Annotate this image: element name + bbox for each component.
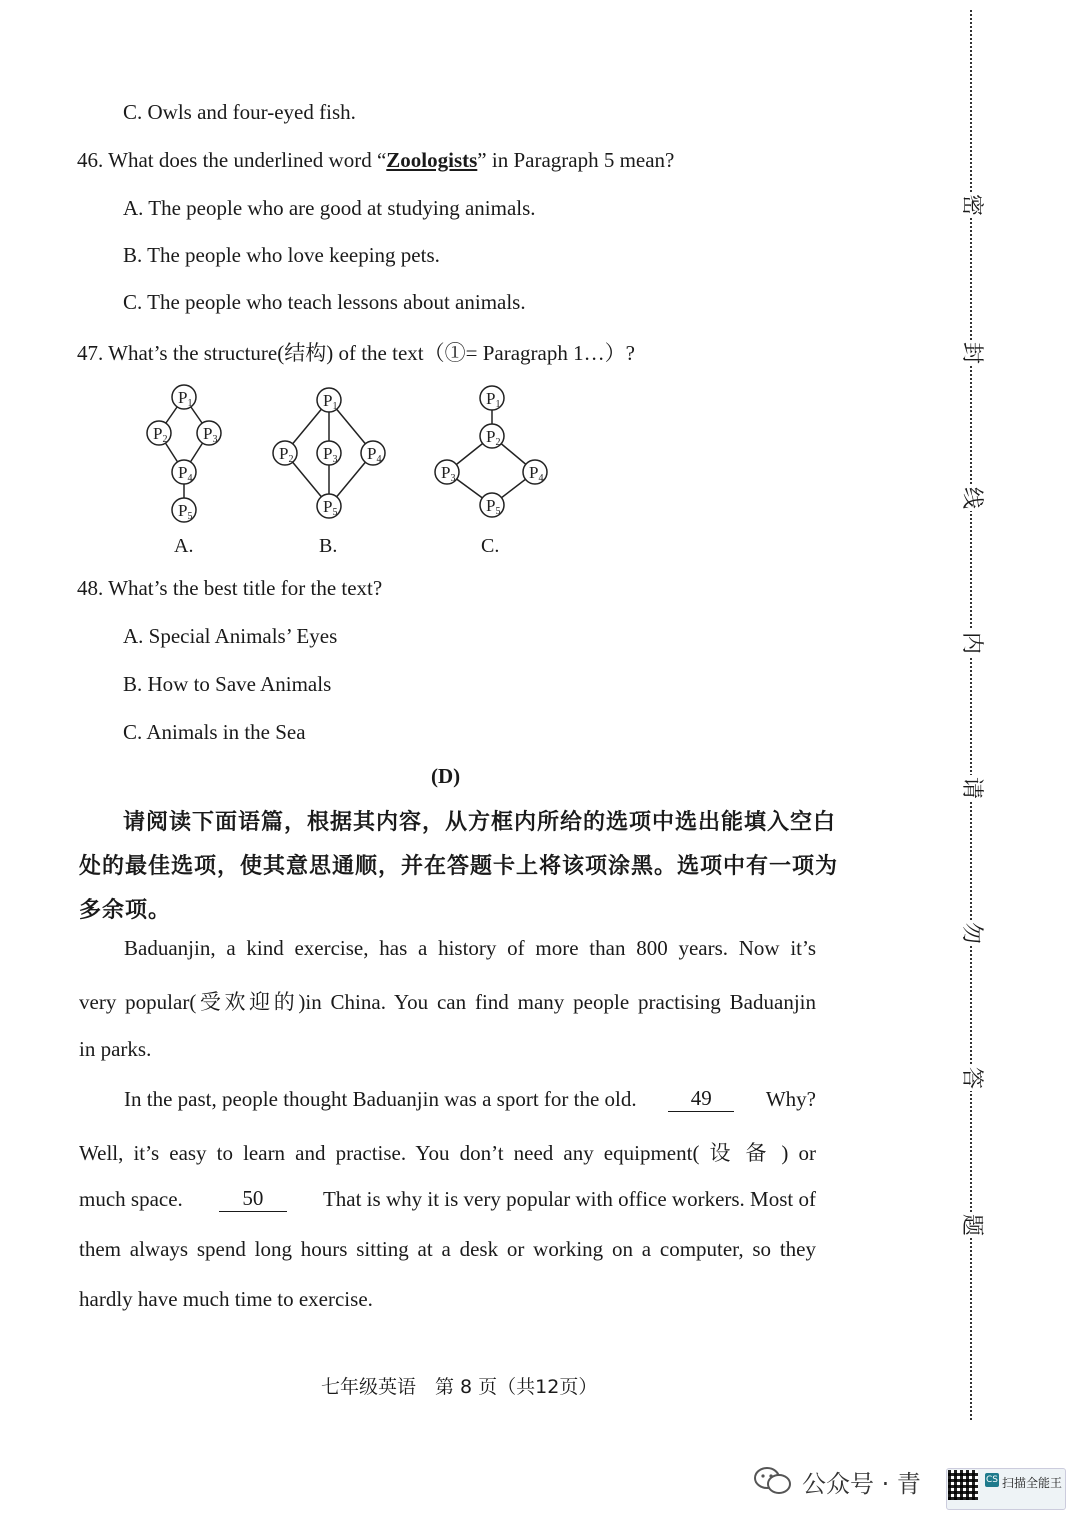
q46-option-c: C. The people who teach lessons about animals. [123,290,526,314]
svg-text:P4: P4 [367,444,382,465]
node-p3 [197,421,221,445]
q48-option-b: B. How to Save Animals [123,672,332,696]
passage-p2-line5: hardly have much time to exercise. [79,1287,373,1311]
q46-option-a: A. The people who are good at studying animals. [123,196,536,220]
svg-text:P5: P5 [486,496,501,517]
watermark-text: 公众号 · 青 [802,1470,921,1498]
passage-p1-line2: very popular(受欢迎的)in China. You can find many people practising Baduanjin [79,990,816,1014]
q45-option-c: C. Owls and four-eyed fish. [123,100,356,124]
node-p4 [361,441,385,465]
svg-text:P2: P2 [153,424,168,445]
node-p5 [317,494,341,518]
structure-diagram-a [140,380,230,525]
binding-char-1: 密 [959,193,984,216]
node-p2 [480,424,504,448]
svg-text:P5: P5 [323,497,338,518]
passage-p2-line3: much space. 50 That is why it is very popular with office workers. Most of [79,1186,816,1211]
binding-char-5: 请 [959,776,984,799]
svg-text:P1: P1 [178,388,193,409]
svg-text:P4: P4 [178,463,193,484]
q48-option-c: C. Animals in the Sea [123,720,306,744]
qr-code-icon [948,1470,978,1500]
node-p1 [480,386,504,410]
binding-dotted-line [970,10,972,1420]
diagram-b-label: B. [319,535,338,557]
q48-option-a: A. Special Animals’ Eyes [123,624,338,648]
diagram-c-label: C. [481,535,500,557]
blank-50: 50 [219,1187,287,1212]
passage-p1-line1: Baduanjin, a kind exercise, has a history of more than 800 years. Now it’s [124,936,816,960]
svg-text:P4: P4 [529,463,544,484]
section-title: (D) [431,764,461,788]
svg-text:P3: P3 [323,444,338,465]
q47-stem: 47. What’s the structure(结构) of the text（①= Paragraph 1…）? [77,341,635,365]
passage-p2-line2: Well, it’s easy to learn and practise. You don’t need any equipment( 设 备 ) or [79,1141,816,1165]
svg-text:P2: P2 [279,444,294,465]
scanner-label: 扫描全能王 [1002,1476,1063,1490]
node-p1 [172,385,196,409]
blank-49: 49 [668,1087,734,1112]
binding-char-8: 题 [959,1213,984,1236]
node-p5 [480,493,504,517]
node-p3 [435,460,459,484]
wechat-icon [753,1466,793,1496]
q48-stem: 48. What’s the best title for the text? [77,576,383,600]
underlined-word: Zoologists [386,148,478,172]
binding-char-3: 线 [959,486,984,509]
svg-text:P5: P5 [178,501,193,522]
node-p2 [147,421,171,445]
q46-stem: 46. What does the underlined word “Zoologists” in Paragraph 5 mean? [77,148,675,172]
svg-text:P3: P3 [203,424,218,445]
node-p2 [273,441,297,465]
svg-text:P1: P1 [486,389,501,410]
svg-text:P2: P2 [486,427,501,448]
node-p5 [172,498,196,522]
structure-diagram-b [262,380,392,525]
node-p1 [317,388,341,412]
instruction-line-2: 处的最佳选项，使其意思通顺，并在答题卡上将该项涂黑。选项中有一项为 [79,854,839,879]
binding-char-4: 内 [959,631,984,654]
node-p4 [172,460,196,484]
instruction-line-1: 请阅读下面语篇，根据其内容，从方框内所给的选项中选出能填入空白 [123,810,837,835]
svg-text:P1: P1 [323,391,338,412]
diagram-a-label: A. [174,535,194,557]
binding-char-2: 封 [959,341,984,364]
page-footer: 七年级英语 第 8 页（共12页） [321,1376,598,1398]
binding-char-7: 答 [959,1066,984,1089]
passage-p1-line3: in parks. [79,1037,152,1061]
scanner-logo-icon: CS [986,1475,998,1485]
node-p3 [317,441,341,465]
structure-diagram-c [425,380,560,525]
binding-char-6: 勿 [959,921,984,944]
passage-p2-line4: them always spend long hours sitting at a desk or working on a computer, so they [79,1237,816,1261]
node-p4 [523,460,547,484]
instruction-line-3: 多余项。 [79,898,172,923]
svg-text:P3: P3 [441,463,456,484]
q46-option-b: B. The people who love keeping pets. [123,243,440,267]
passage-p2-line1: In the past, people thought Baduanjin was a sport for the old. 49 Why? [124,1086,816,1111]
